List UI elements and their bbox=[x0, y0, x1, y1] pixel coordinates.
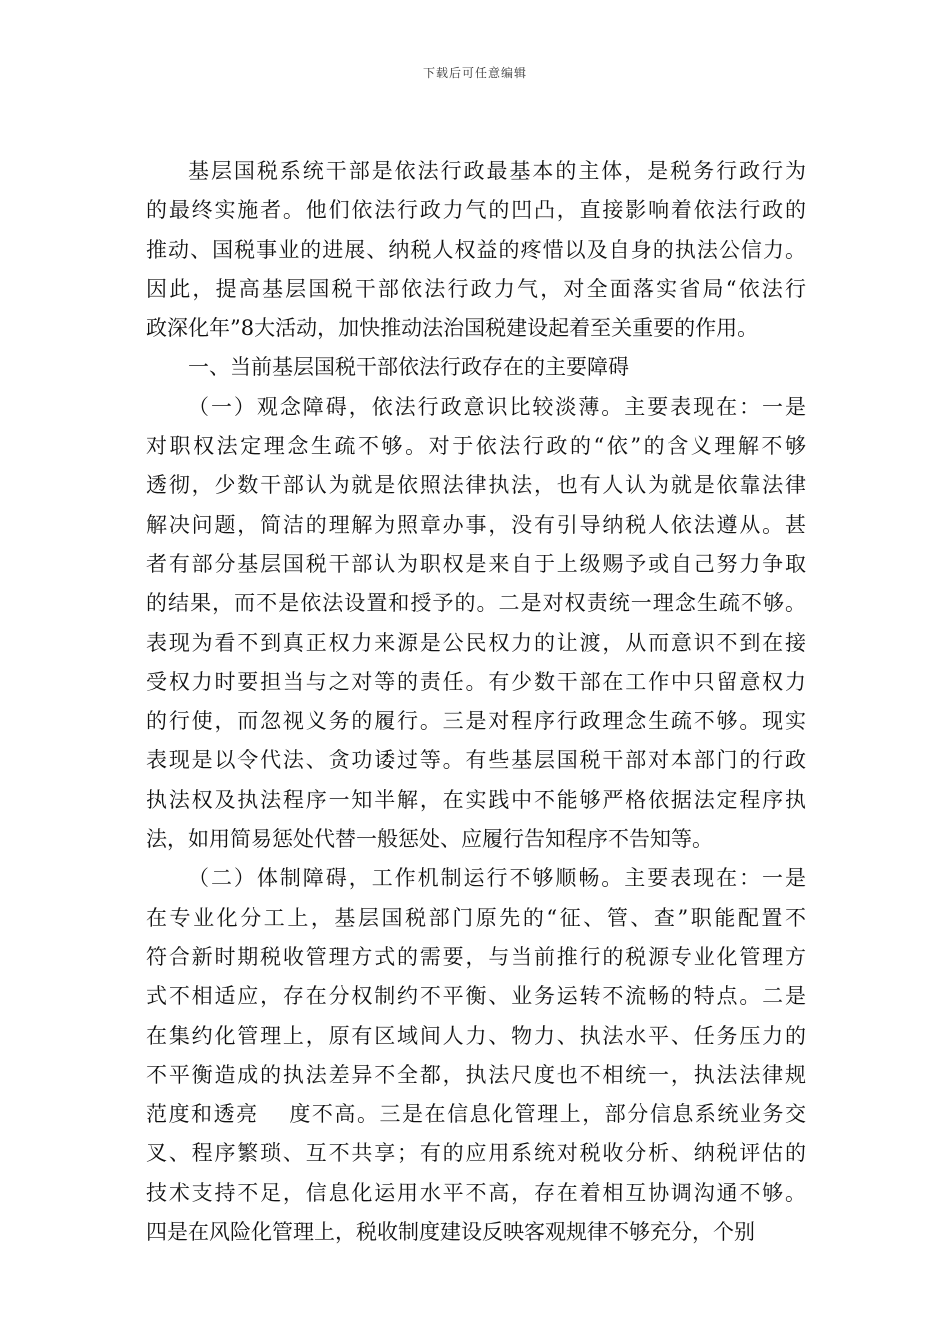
text-line: 叉、程序繁琐、互不共享；有的应用系统对税收分析、纳税评估的 bbox=[146, 1141, 806, 1166]
page-header-note: 下载后可任意编辑 bbox=[422, 66, 527, 80]
text-line: 在集约化管理上，原有区域间人力、物力、执法水平、任务压力的 bbox=[146, 1023, 806, 1048]
text-line: 受权力时要担当与之对等的责任。有少数干部在工作中只留意权力 bbox=[146, 669, 806, 694]
text-line: 表现为看不到真正权力来源是公民权力的让渡，从而意识不到在接 bbox=[146, 630, 806, 655]
text-line: 政深化年”8大活动，加快推动法治国税建设起着至关重要的作用。 bbox=[146, 316, 759, 341]
text-line: 表现是以令代法、贪功诿过等。有些基层国税干部对本部门的行政 bbox=[146, 748, 806, 773]
paragraph bbox=[146, 388, 806, 860]
text-line: （二）体制障碍，工作机制运行不够顺畅。主要表现在：一是 bbox=[188, 866, 806, 891]
paragraph bbox=[146, 152, 806, 348]
text-line: 的行使，而忽视义务的履行。三是对程序行政理念生疏不够。现实 bbox=[146, 709, 806, 734]
text-line: 式不相适应，存在分权制约不平衡、业务运转不流畅的特点。二是 bbox=[146, 984, 806, 1009]
text-line: 符合新时期税收管理方式的需要，与当前推行的税源专业化管理方 bbox=[146, 944, 806, 969]
text-line: 解决问题，简洁的理解为照章办事，没有引导纳税人依法遵从。甚 bbox=[146, 512, 806, 537]
text-line: 在专业化分工上，基层国税部门原先的“征、管、查”职能配置不 bbox=[146, 905, 806, 930]
text-line: 范度和透亮 度不高。三是在信息化管理上，部分信息系统业务交 bbox=[146, 1102, 806, 1127]
text-line: 的最终实施者。他们依法行政力气的凹凸，直接影响着依法行政的 bbox=[146, 198, 806, 223]
text-line: 推动、国税事业的进展、纳税人权益的疼惜以及自身的执法公信力。 bbox=[146, 237, 806, 262]
text-line: 基层国税系统干部是依法行政最基本的主体，是税务行政行为 bbox=[188, 159, 806, 183]
text-line: 一、当前基层国税干部依法行政存在的主要障碍 bbox=[188, 355, 629, 380]
text-line: 对职权法定理念生疏不够。对于依法行政的“依”的含义理解不够 bbox=[146, 434, 806, 459]
text-line: 不平衡造成的执法差异不全都，执法尺度也不相统一，执法法律规 bbox=[146, 1062, 806, 1087]
text-line: （一）观念障碍，依法行政意识比较淡薄。主要表现在：一是 bbox=[188, 394, 806, 419]
text-line: 四是在风险化管理上，税收制度建设反映客观规律不够充分，个别 bbox=[146, 1220, 755, 1245]
text-line: 者有部分基层国税干部认为职权是来自于上级赐予或自己努力争取 bbox=[146, 551, 806, 576]
text-line: 技术支持不足，信息化运用水平不高，存在着相互协调沟通不够。 bbox=[146, 1180, 806, 1205]
text-line: 法，如用简易惩处代替一般惩处、应履行告知程序不告知等。 bbox=[146, 827, 713, 852]
text-line: 因此，提高基层国税干部依法行政力气，对全面落实省局“依法行 bbox=[146, 276, 806, 301]
text-line: 的结果，而不是依法设置和授予的。二是对权责统一理念生疏不够。 bbox=[146, 591, 806, 616]
text-line: 执法权及执法程序一知半解，在实践中不能够严格依据法定程序执 bbox=[146, 787, 806, 812]
document-body bbox=[146, 152, 806, 1252]
paragraph bbox=[146, 859, 806, 1252]
paragraph bbox=[146, 348, 806, 387]
text-line: 透彻，少数干部认为就是依照法律执法，也有人认为就是依靠法律 bbox=[146, 473, 806, 498]
